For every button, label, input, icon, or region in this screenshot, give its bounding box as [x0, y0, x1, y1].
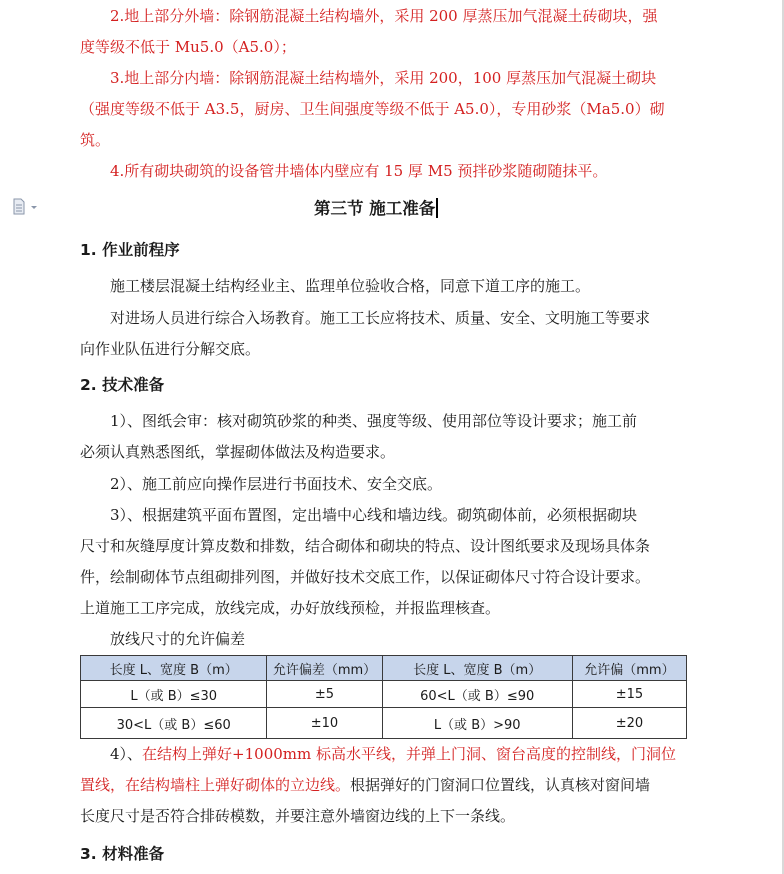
tolerance-table [80, 655, 687, 739]
table-header-cell: 允许偏（mm） [572, 656, 686, 681]
heading-2: 2. 技术准备 [80, 376, 165, 394]
s2-item-4-red-text: 在结构上弹好+1000mm 标高水平线，并弹上门洞、窗台高度的控制线，门洞位 [142, 745, 677, 763]
s2-item-4-black-text: 根据弹好的门窗洞口位置线，认真核对窗间墙 [350, 776, 651, 794]
document-icon[interactable] [12, 198, 42, 216]
table-cell: L（或 B）>90 [382, 708, 572, 739]
section-title [314, 198, 438, 220]
table-cell: 60<L（或 B）≤90 [382, 681, 572, 708]
s2-item-4-prefix: 4）、 [110, 745, 143, 763]
s1-line-1: 施工楼层混凝土结构经业主、监理单位验收合格，同意下道工序的施工。 [110, 277, 591, 295]
table-header-cell: 长度 L、宽度 B（m） [81, 656, 267, 681]
s2-item-1-line-2: 必须认真熟悉图纸，掌握砌体做法及构造要求。 [80, 443, 396, 461]
paragraph-3-line-3: 筑。 [80, 131, 111, 149]
table-cell: ±20 [572, 708, 686, 739]
s2-item-3-line-1: 3）、根据建筑平面布置图，定出墙中心线和墙边线。砌筑砌体前，必须根据砌块 [110, 506, 638, 524]
section-title-text: 第三节 施工准备 [314, 199, 436, 218]
s2-item-1-line-1: 1）、图纸会审：核对砌筑砂浆的种类、强度等级、使用部位等设计要求；施工前 [110, 412, 638, 430]
s2-item-3-line-2: 尺寸和灰缝厚度计算皮数和排数，结合砌体和砌块的特点、设计图纸要求及现场具体条 [80, 537, 651, 555]
s2-item-2-line-1: 2）、施工前应向操作层进行书面技术、安全交底。 [110, 475, 443, 493]
paragraph-2-line-2: 度等级不低于 Mu5.0（A5.0）； [80, 38, 296, 56]
paragraph-3-line-2: （强度等级不低于 A3.5，厨房、卫生间强度等级不低于 A5.0），专用砂浆（Ma5.0）砌 [80, 100, 665, 118]
paragraph-2-line-1: 2.地上部分外墙：除钢筋混凝土结构墙外，采用 200 厚蒸压加气混凝土砖砌块，强 [110, 7, 658, 25]
table-header-cell: 长度 L、宽度 B（m） [382, 656, 572, 681]
table-cell: ±5 [267, 681, 382, 708]
table-header-cell: 允许偏差（mm） [267, 656, 382, 681]
table-caption: 放线尺寸的允许偏差 [110, 630, 246, 648]
heading-3: 3. 材料准备 [80, 845, 165, 863]
s2-item-3-line-3: 件，绘制砌体节点组砌排列图，并做好技术交底工作，以保证砌体尺寸符合设计要求。 [80, 568, 651, 586]
s2-item-4-line-3: 长度尺寸是否符合排砖模数，并要注意外墙窗边线的上下一条线。 [80, 807, 516, 825]
s1-line-3: 向作业队伍进行分解交底。 [80, 340, 261, 358]
s2-item-3-line-4: 上道施工工序完成，放线完成，办好放线预检，并报监理核查。 [80, 599, 501, 617]
table-cell: ±15 [572, 681, 686, 708]
s1-line-2: 对进场人员进行综合入场教育。施工工长应将技术、质量、安全、文明施工等要求 [110, 309, 651, 327]
s2-item-4-red-text-2: 置线，在结构墙柱上弹好砌体的立边线。 [80, 776, 351, 794]
paragraph-3-line-1: 3.地上部分内墙：除钢筋混凝土结构墙外，采用 200，100 厚蒸压加气混凝土砌块 [110, 69, 657, 87]
table-row [81, 681, 687, 708]
s2-item-4-line-2 [80, 775, 686, 795]
table-row [81, 708, 687, 739]
table-cell: ±10 [267, 708, 382, 739]
heading-1: 1. 作业前程序 [80, 241, 180, 259]
table-header-row [81, 656, 687, 681]
table-cell: 30<L（或 B）≤60 [81, 708, 267, 739]
text-cursor [436, 198, 438, 218]
s2-item-4-line-1 [110, 744, 686, 764]
table-cell: L（或 B）≤30 [81, 681, 267, 708]
paragraph-4-line-1: 4.所有砌块砌筑的设备管井墙体内壁应有 15 厚 M5 预拌砂浆随砌随抹平。 [110, 162, 608, 180]
